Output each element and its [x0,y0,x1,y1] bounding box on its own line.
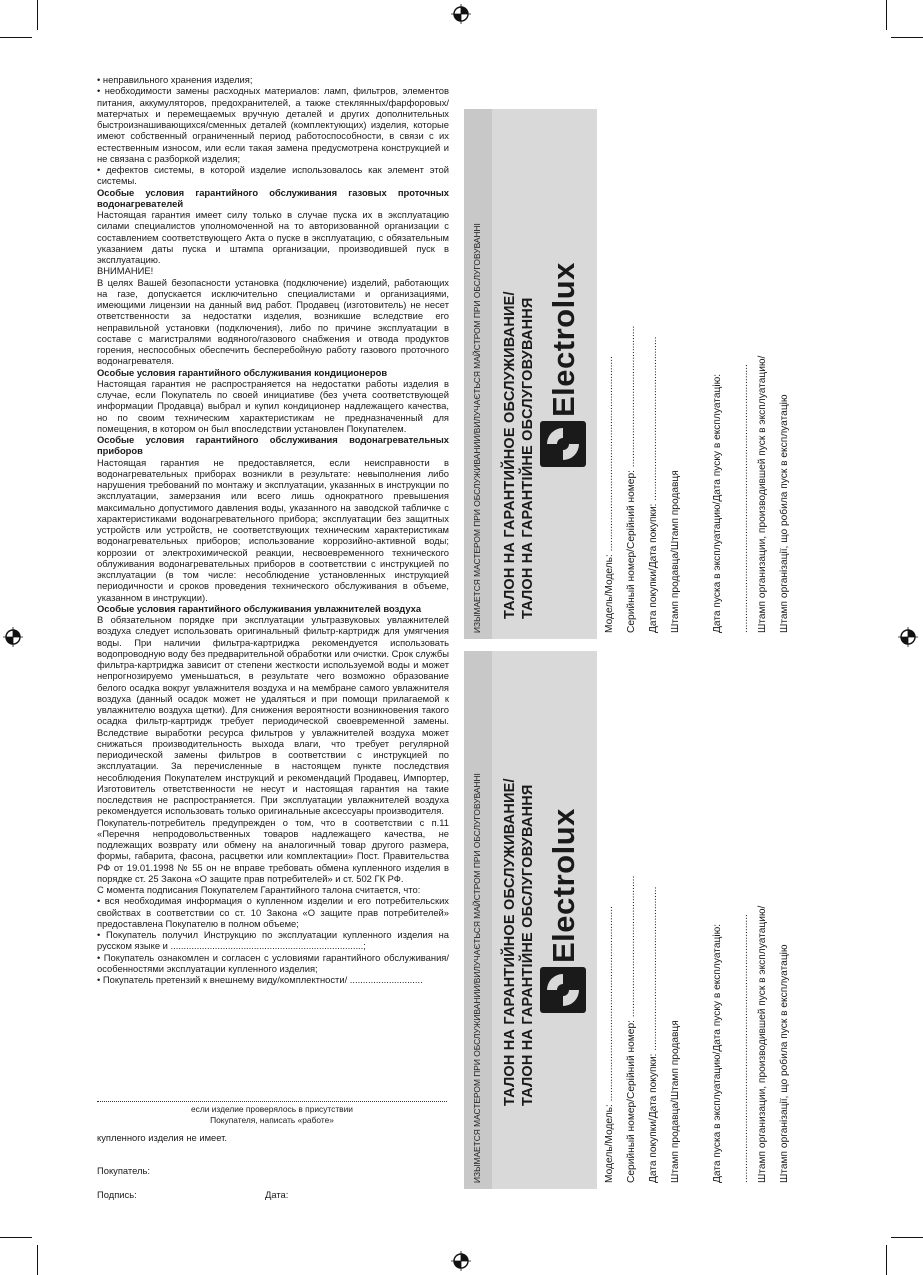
seller-stamp-label: Штамп продавца/Штамп продавця [670,470,681,633]
section-heading: Особые условия гарантийного обслуживания кондиционеров [97,366,388,378]
paragraph: С момента подписания Покупателем Гарантийного талона считается, что: [97,884,421,895]
purchase-date-field: Дата покупки/Дата покупки: .......................................................... [648,336,659,633]
serial-number-field: Серийный номер/Серійний номер: .................................................. [626,875,637,1183]
electrolux-wordmark: Electrolux [546,808,581,963]
start-date-dotted-line: ............................................................................................... [739,914,750,1183]
paragraph: • Покупатель претензий к внешнему виду/комплектности/ ............................ [97,974,423,985]
coupon-title-ua: ТАЛОН НА ГАРАНТІЙНЕ ОБСЛУГОВУВАННЯ [520,784,536,1106]
crop-mark [0,37,32,38]
seller-stamp-label: Штамп продавца/Штамп продавця [670,1020,681,1183]
paragraph: • Покупатель ознакомлен и согласен с условиями гарантийного обслуживания/особенностями эксплуатации купленного изделия; [97,951,449,974]
serial-number-field: Серийный номер/Серійний номер: .................................................. [626,325,637,633]
section-heading: Особые условия гарантийного обслуживания газовых проточных водонагревателей [97,186,449,209]
crop-mark [886,0,887,30]
paragraph: • необходимости замены расходных материалов: ламп, фильтров, элементов питания, аккумуляторов, предохранителей, а также стеклянных/фарфоровых/матерчатых и перемещаемых вручную деталей и других дополнительных быстроизнашивающихся/сменных деталей (комплектующих) изделия, которые имеют собственный ограниченный период работоспособности, в связи с их естественным износом, или если такая замена предусмотрена конструкцией и не связана с разборкой изделия; [97,85,449,164]
paragraph: Настоящая гарантия не распространяется на недостатки работы изделия в случае, если Покупатель по своей инициативе (без учета соответствующей информации Продавца) выбрал и купил кондиционер надлежащего качества, но по своим техническим характеристикам не предназначенный для помещения, в котором он был впоследствии установлен Покупателем. [97,377,449,434]
warranty-coupon-top [464,109,813,639]
date-label: Дата: [265,1189,289,1200]
paragraph: • дефектов системы, в которой изделие использовалось как элемент этой системы. [97,164,449,187]
paragraph: ВНИМАНИЕ! [97,265,154,277]
note-line: если изделие проверялось в присутствии [191,1104,353,1114]
crop-mark [891,37,923,38]
org-stamp-label-ua: Штамп організації, що робила пуск в експлуатацію [779,944,790,1183]
paragraph: • неправильного хранения изделия; [97,74,253,85]
coupon-title-ru: ТАЛОН НА ГАРАНТИЙНОЕ ОБСЛУЖИВАНИЕ/ [502,291,518,619]
org-stamp-label-ru: Штамп организации, производившей пуск в эксплуатацию/ [757,355,768,633]
crop-mark [37,0,38,30]
note-line: Покупателя, написать «работе» [210,1115,334,1125]
paragraph: Настоящая гарантия не предоставляется, если неисправности в водонагревательных приборах возникли в результате: невыполнения либо нарушения требований по монтажу и эксплуатации, указанных в инструкции по эксплуатации, замерзания или всего лишь однократного превышения максимально допустимого давления воды, указанного на заводской табличке с характеристиками водонагревательного прибора; эксплуатации без защитных устройств или устройств, не соответствующих техническим характеристикам водонагревательных приборов; использование коррозийно-активной воды; коррозии от электрохимической реакции, несвоевременного технического облуживания водонагревательных приборов в соответствии с инструкцией по эксплуатации (в том числе: несоблюдение установленных инструкцией периодичности и сроков проведения технического обслуживания в объеме, указанном в инструкции). [97,456,449,603]
registration-mark-icon [451,4,471,24]
crop-mark [891,1237,923,1238]
strip-caption: ИЗЫМАЕТСЯ МАСТЕРОМ ПРИ ОБСЛУЖИВАНИИ/ВИЛУЧАЄТЬСЯ МАЙСТРОМ ПРИ ОБСЛУГОВУВАННІ [472,773,482,1183]
crop-mark [886,1245,887,1275]
coupon-title-ru: ТАЛОН НА ГАРАНТИЙНОЕ ОБСЛУЖИВАНИЕ/ [502,778,518,1106]
paragraph: • вся необходимая информация о купленном изделии и его потребительских свойствах в соответствии со ст. 10 Закона «О защите прав потребителей» предоставлена Покупателю в полном объеме; [97,895,449,929]
registration-mark-icon [451,1251,471,1271]
signature-dotted-line [97,1101,447,1102]
section-heading: Особые условия гарантийного обслуживания водонагревательных приборов [97,434,449,457]
registration-mark-icon [898,627,918,647]
paragraph: В обязательном порядке при эксплуатации ультразвуковых увлажнителей воздуха следует использовать оригинальный фильтр-картридж для умягчения воды. При наличии фильтра-картриджа рекомендуется использовать водопроводную воду без предварительной обработки или очистки. Срок службы фильтра-картриджа зависит от степени жесткости используемой воды и может непрогнозируемо уменьшаться, в результате чего возможно образование белого осадка вокруг увлажнителя воздуха и на мембране самого увлажнителя воздуха (данный осадок может не удаляться и при помощи прилагаемой к увлажнителю воздуха щетки). Для снижения вероятности возникновения такого осадка фильтр-картридж требует периодической своевременной замены. Вследствие выработки ресурса фильтров у увлажнителей воздуха может снижаться производительность выхода влаги, что требует регулярной периодической замены фильтров в соответствии с инструкцией по эксплуатации. За перечисленные в настоящем пункте последствия несоблюдения Покупателем инструкций и рекомендаций Продавец, Импортер, Изготовитель ответственности не несут и настоящая гарантия на такие последствия не распространяется. При эксплуатации увлажнителей воздуха рекомендуется использовать только оригинальные аксессуары производителя. [97,614,449,817]
electrolux-wordmark: Electrolux [546,262,581,417]
warranty-coupon-bottom [464,651,813,1189]
purchase-date-field: Дата покупки/Дата покупки: .......................................................... [648,886,659,1183]
start-date-dotted-line: ............................................................................................... [739,364,750,633]
org-stamp-label-ru: Штамп организации, производившей пуск в эксплуатацию/ [757,905,768,1183]
start-date-label: Дата пуска в эксплуатацию/Дата пуску в експлуатацію: [712,373,723,633]
paragraph: • Покупатель получил Инструкцию по эксплуатации купленного изделия на русском языке и ..........................................................................; [97,929,449,952]
strip-caption: ИЗЫМАЕТСЯ МАСТЕРОМ ПРИ ОБСЛУЖИВАНИИ/ВИЛУЧАЄТЬСЯ МАЙСТРОМ ПРИ ОБСЛУГОВУВАННІ [472,223,482,633]
coupon-title-ua: ТАЛОН НА ГАРАНТІЙНЕ ОБСЛУГОВУВАННЯ [520,297,536,619]
model-field: Модель/Модель: ..................................................................... [604,356,615,633]
paragraph: В целях Вашей безопасности установка (подключение) изделий, работающих на газе, допускается исключительно специалистами и организациями, имеющими лицензии на данный вид работ. Продавец (изготовитель) не несет ответственности за недостатки изделия, возникшие вследствие его неправильной установки (подключения), либо по причине эксплуатации в составе с магистралями водяного/газового снабжения и отвода продуктов горения, неспособных обеспечить бесперебойную работу газового проточного водонагревателя. [97,276,449,367]
start-date-label: Дата пуска в эксплуатацию/Дата пуску в експлуатацію: [712,923,723,1183]
crop-mark [0,1237,32,1238]
org-stamp-label-ua: Штамп організації, що робила пуск в експлуатацію [779,394,790,633]
signature-label: Подпись: [97,1189,137,1200]
paragraph: Настоящая гарантия имеет силу только в случае пуска их в эксплуатацию силами специалистов уполномоченной на то авторизованной организации с составлением соответствующего Акта о пуске в эксплуатацию, с обязательным указанием даты пуска и штампа организации, производившей пуск в эксплуатацию. [97,209,449,265]
buyer-label: Покупатель: [97,1165,150,1176]
crop-mark [37,1245,38,1275]
electrolux-logo-icon [540,421,586,467]
purchased-text: купленного изделия не имеет. [97,1132,227,1143]
section-heading: Особые условия гарантийного обслуживания увлажнителей воздуха [97,602,422,614]
electrolux-logo-icon [540,967,586,1013]
model-field: Модель/Модель: ..................................................................... [604,906,615,1183]
warranty-conditions-text [97,74,449,1214]
registration-mark-icon [3,627,23,647]
paragraph: Покупатель-потребитель предупрежден о том, что в соответствии с п.11 «Перечня непродовольственных товаров надлежащего качества, не подлежащих возврату или обмену на аналогичный товар другого размера, формы, габарита, фасона, расцветки или комплектации» Пост. Правительства РФ от 19.01.1998 № 55 он не вправе требовать обмена купленного изделия в порядке ст. 25 Закона «О защите прав потребителей» и ст. 502 ГК РФ. [97,816,449,884]
